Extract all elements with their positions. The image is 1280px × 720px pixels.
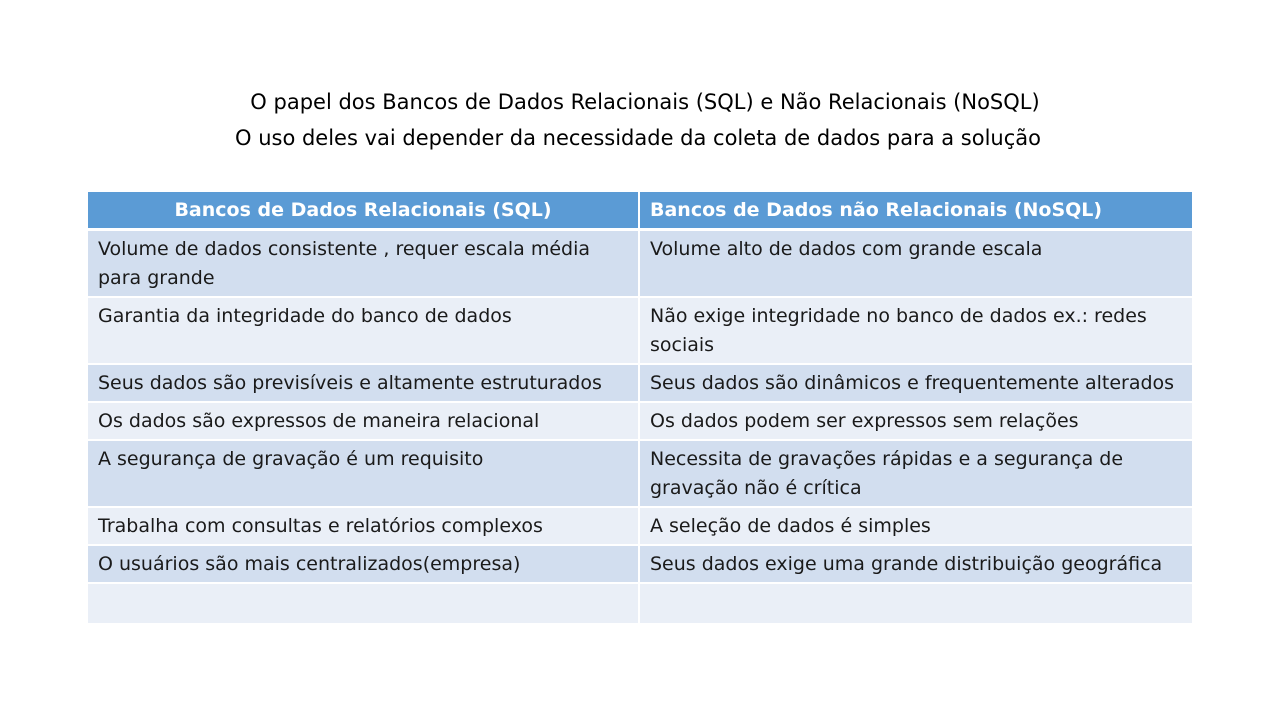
title-line-1: O papel dos Bancos de Dados Relacionais (SQL) e Não Relacionais (NoSQL) bbox=[250, 90, 1040, 114]
cell-nosql: Os dados podem ser expressos sem relações bbox=[639, 402, 1192, 440]
cell-nosql: Seus dados são dinâmicos e frequentemente alterados bbox=[639, 364, 1192, 402]
comparison-table bbox=[88, 192, 1192, 625]
cell-nosql bbox=[639, 583, 1192, 624]
table-row bbox=[88, 230, 1192, 298]
slide-title bbox=[0, 84, 1280, 156]
header-sql: Bancos de Dados Relacionais (SQL) bbox=[88, 192, 639, 230]
header-nosql: Bancos de Dados não Relacionais (NoSQL) bbox=[639, 192, 1192, 230]
table-header-row bbox=[88, 192, 1192, 230]
table-row bbox=[88, 440, 1192, 507]
table-row bbox=[88, 507, 1192, 545]
cell-nosql: A seleção de dados é simples bbox=[639, 507, 1192, 545]
table-row-empty bbox=[88, 583, 1192, 624]
cell-sql bbox=[88, 583, 639, 624]
title-line-2: O uso deles vai depender da necessidade da coleta de dados para a solução bbox=[234, 126, 1042, 150]
table-row bbox=[88, 545, 1192, 583]
cell-nosql: Volume alto de dados com grande escala bbox=[639, 230, 1192, 298]
cell-nosql: Não exige integridade no banco de dados ex.: redes sociais bbox=[639, 297, 1192, 364]
cell-sql: Seus dados são previsíveis e altamente estruturados bbox=[88, 364, 639, 402]
cell-sql: Garantia da integridade do banco de dados bbox=[88, 297, 639, 364]
cell-nosql: Seus dados exige uma grande distribuição geográfica bbox=[639, 545, 1192, 583]
table-row bbox=[88, 297, 1192, 364]
cell-sql: Trabalha com consultas e relatórios complexos bbox=[88, 507, 639, 545]
cell-sql: Os dados são expressos de maneira relacional bbox=[88, 402, 639, 440]
cell-nosql: Necessita de gravações rápidas e a segurança de gravação não é crítica bbox=[639, 440, 1192, 507]
cell-sql: Volume de dados consistente , requer escala média para grande bbox=[88, 230, 639, 298]
table-row bbox=[88, 364, 1192, 402]
cell-sql: O usuários são mais centralizados(empresa) bbox=[88, 545, 639, 583]
cell-sql: A segurança de gravação é um requisito bbox=[88, 440, 639, 507]
table-row bbox=[88, 402, 1192, 440]
